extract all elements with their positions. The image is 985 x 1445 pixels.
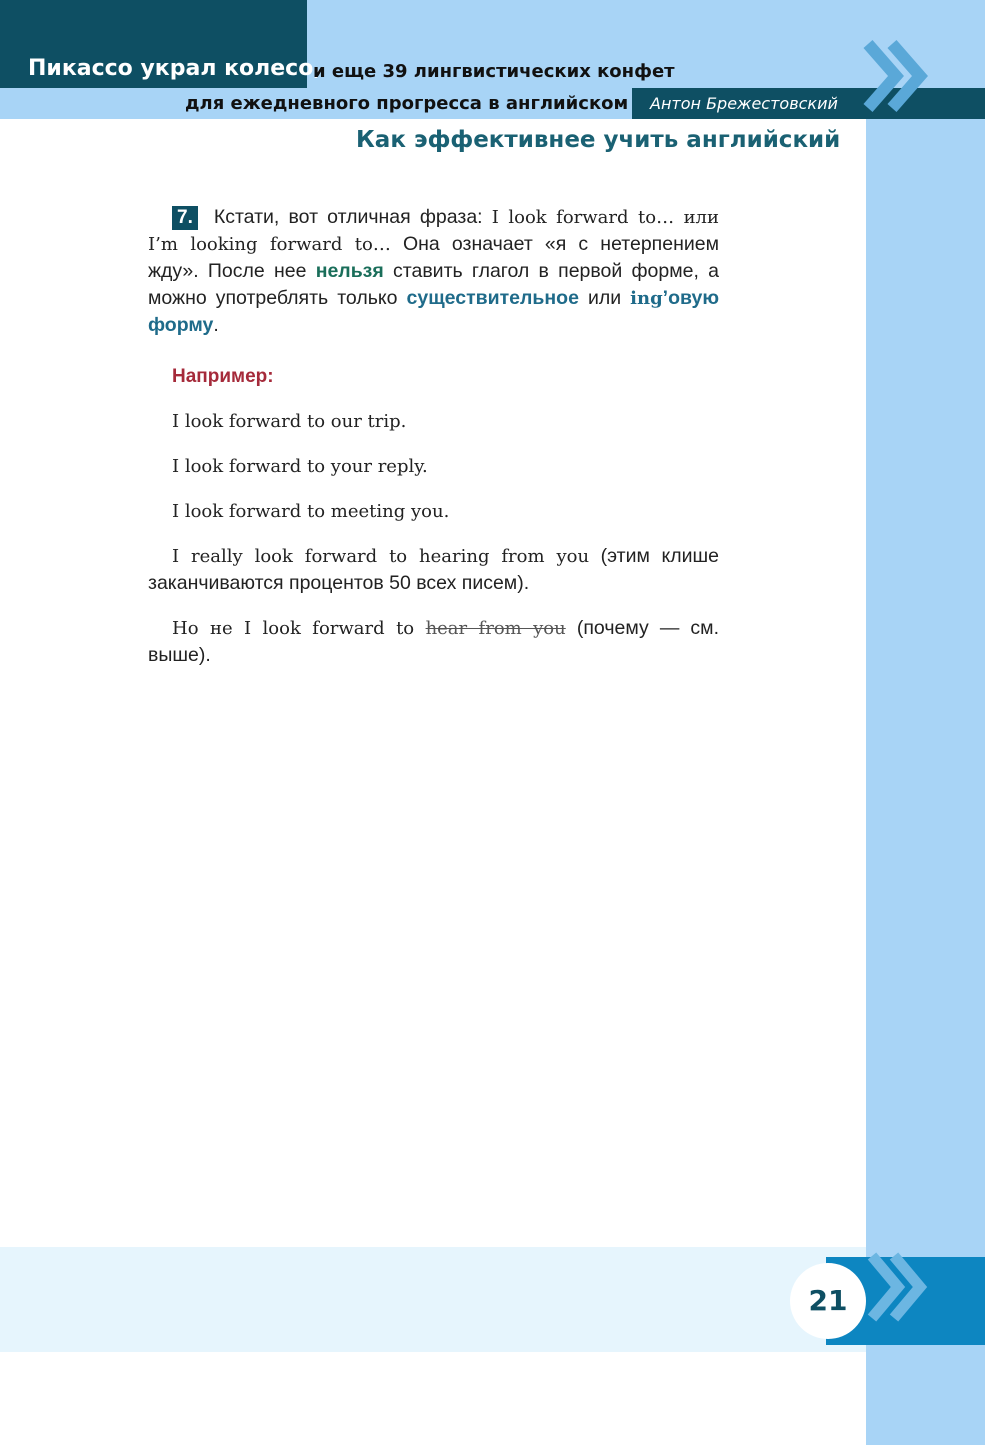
highlight-nelzya: нельзя	[315, 260, 384, 282]
example-1: I look forward to our trip.	[172, 411, 407, 432]
author-name: Антон Брежестовский	[650, 94, 838, 113]
example-4: I really look forward to hearing from you (этим клише заканчиваются процентов 50 всех писем).	[148, 545, 720, 594]
item-number-badge: 7.	[172, 206, 198, 230]
example-2: I look forward to your reply.	[172, 456, 428, 477]
book-subtitle-line2: для ежедневного прогресса в английском	[185, 93, 629, 114]
highlight-ing: ing	[630, 288, 663, 309]
chevron-right-icon	[862, 40, 932, 112]
book-subtitle-line1: и еще 39 лингвистических конфет	[313, 61, 675, 82]
page-number: 21	[808, 1284, 848, 1317]
example-heading: Например:	[172, 366, 274, 387]
example-5: Но не I look forward to hear from you (почему — см. выше).	[148, 617, 720, 666]
book-title: Пикассо украл колесо,	[28, 56, 322, 81]
paragraph-7: 7. Кстати, вот отличная фраза: I look forward to… или I’m looking forward to… Она означает «я с нетерпением жду». После нее нельзя ставить глагол в первой форме, а можно употреблять только существительное или ing’овую форму.	[148, 206, 720, 336]
chapter-title: Как эффективнее учить английский	[356, 127, 841, 153]
highlight-ing-form: ’овую форму	[148, 287, 720, 336]
strikethrough-phrase: hear from you	[425, 618, 566, 639]
footer-band	[0, 1247, 866, 1352]
main-content	[148, 204, 719, 669]
highlight-noun: существительное	[406, 287, 579, 309]
example-3: I look forward to meeting you.	[172, 501, 450, 522]
chevron-right-icon	[866, 1252, 932, 1322]
right-margin-strip	[866, 119, 985, 1445]
